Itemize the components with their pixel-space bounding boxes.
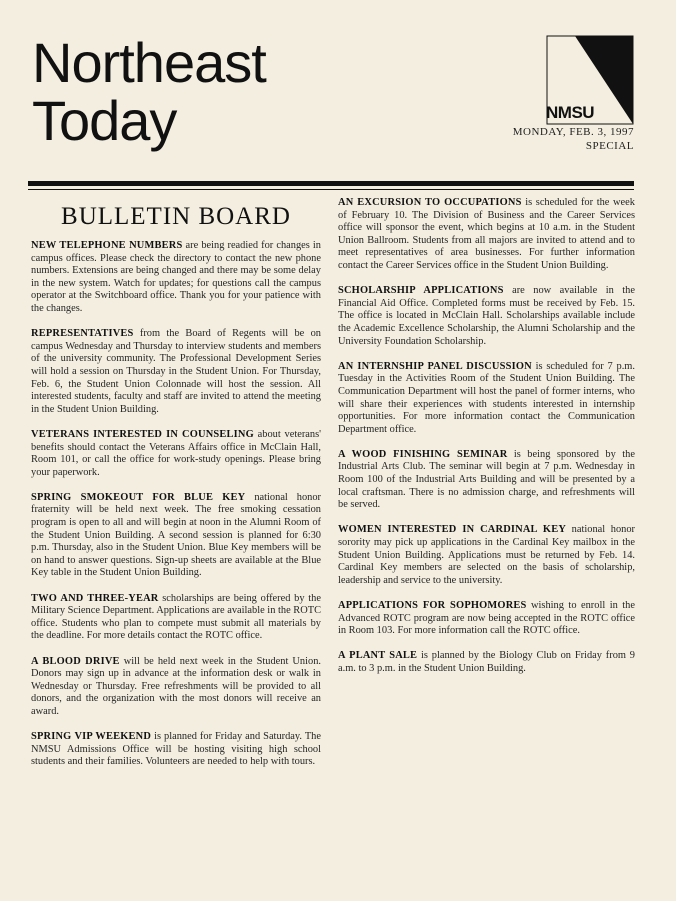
item-heading: WOMEN INTERESTED IN CARDINAL KEY: [338, 524, 567, 536]
item-body: will be held next week in the Student Union. Donors may sign up in advance at the information desk or walk in Wednesday or Thursday. Free refreshments will be provided to all donors, and the organization with the most donors will receive an award.: [31, 655, 321, 717]
masthead-title-line1: Northeast: [32, 31, 266, 94]
item-body: national honor fraternity will be held next week. The free smoking cessation program is open to all and will begin at noon in the Alumni Room of the Student Union Building. A second session is planned for 6:30 p.m. Thursday, also in the Student Union. Blue Key members will be on hand to answer questions. Sign-up sheets are available at the Blue Key table in the Student Union Building.: [31, 491, 321, 579]
bulletin-item: [338, 197, 635, 273]
bulletin-item: [338, 449, 635, 512]
bulletin-item: [338, 361, 635, 437]
item-heading: AN EXCURSION TO OCCUPATIONS: [338, 197, 522, 208]
bulletin-item: [338, 600, 635, 638]
issue-date: MONDAY, FEB. 3, 1997: [512, 126, 634, 138]
item-body: is planned by the Biology Club on Friday from 9 a.m. to 3 p.m. in the Student Union Building.: [338, 650, 635, 674]
dateline: [513, 125, 634, 153]
item-heading: SCHOLARSHIP APPLICATIONS: [338, 285, 504, 297]
bulletin-item: [31, 429, 321, 479]
bulletin-item: [338, 285, 635, 348]
masthead-title: [32, 31, 266, 152]
item-body: are being readied for changes in campus offices. Please check the directory to contact the new phone numbers. Extensions are being changed and there may be some delay in the new system. Watch for updates; for questions call the campus operator at the Switchboard office. Thank you for your patience with the changes.: [31, 240, 321, 314]
item-heading: A WOOD FINISHING SEMINAR: [338, 448, 508, 460]
item-heading: A PLANT SALE: [338, 650, 418, 662]
item-body: scholarships are being offered by the Military Science Department. Applications are available in the ROTC office. Students who plan to compete must submit all materials by the deadline. For more details contact the ROTC office.: [31, 592, 321, 642]
bulletin-board-heading: BULLETIN BOARD: [61, 203, 291, 230]
item-heading: REPRESENTATIVES: [31, 328, 134, 340]
item-heading: AN INTERNSHIP PANEL DISCUSSION: [338, 360, 532, 372]
bulletin-item: [31, 240, 321, 316]
item-body: is scheduled for the week of February 10. The Division of Business and the Career Services office will sponsor the event, which begins at 10 a.m. in the Student Union Ballroom. Students from all majors are invited to attend and to meet representatives of area businesses. For further information contact the Career Services office in the Student Union Building.: [338, 197, 635, 271]
item-heading: TWO AND THREE-YEAR: [31, 592, 159, 604]
masthead-rule-thick: [28, 181, 634, 186]
item-heading: SPRING VIP WEEKEND: [31, 731, 152, 743]
bulletin-item: [31, 731, 321, 769]
item-body: are now available in the Financial Aid Office. Completed forms must be received by Feb. 15. The office is located in McClain Hall. Scholarships available include the Academic Excellence Scholarship, the Alumni Scholarship and the University Foundation Scholarship.: [338, 285, 635, 347]
item-body: from the Board of Regents will be on campus Wednesday and Thursday to interview students and members of the university community. The Professional Development Series will hold a session on Thursday in the Student Union. For Thursday, Feb. 6, the Student Union Colonnade will host the session. All interested students, faculty and staff are invited to attend the meeting in the Student Union Building.: [31, 328, 321, 415]
left-column: [31, 240, 321, 782]
issue-edition: SPECIAL: [585, 140, 634, 152]
item-body: is scheduled for 7 p.m. Tuesday in the Activities Room of the Student Union Building. The Communication Department will host the panel of former interns, who will share their experiences with students interested in internship opportunities. For more information contact the Communication Department office.: [338, 360, 635, 435]
bulletin-item: [338, 524, 635, 587]
masthead-title-line2: Today: [32, 89, 177, 152]
item-body: is planned for Friday and Saturday. The NMSU Admissions Office will be hosting visiting high school students and their families. Volunteers are needed to help with tours.: [31, 731, 321, 768]
item-heading: VETERANS INTERESTED IN COUNSELING: [31, 428, 254, 440]
logo-wordmark: NMSU: [546, 103, 595, 122]
right-column: [338, 197, 635, 688]
item-heading: A BLOOD DRIVE: [31, 655, 120, 667]
bulletin-item: [31, 492, 321, 580]
bulletin-item: [338, 650, 635, 675]
item-heading: NEW TELEPHONE NUMBERS: [31, 240, 183, 251]
item-body: national honor sorority may pick up applications in the Cardinal Key mailbox in the Student Union Building. Applications must be returned by Feb. 14. Cardinal Key members are selected on the basis of scholarship, leadership and service to the university.: [338, 524, 635, 586]
bulletin-item: [31, 328, 321, 416]
item-body: about veterans' benefits should contact the Veterans Affairs office in McClain Hall, Room 101, or call the office for work-study openings. Please bring your paperwork.: [31, 428, 322, 478]
bulletin-item: [31, 656, 321, 719]
item-body: wishing to enroll in the Advanced ROTC program are now being accepted in the ROTC office in Room 103. For more information call the ROTC office.: [338, 600, 635, 637]
item-body: is being sponsored by the Industrial Arts Club. The seminar will begin at 7 p.m. Wednesday in Room 100 of the Industrial Arts Building and will be presented by a local craftsman. There is no admission charge, and refreshments will be served.: [338, 448, 635, 511]
item-heading: SPRING SMOKEOUT FOR BLUE KEY: [31, 491, 246, 503]
bulletin-item: [31, 593, 321, 643]
masthead-rule-thin: [28, 189, 634, 190]
item-heading: APPLICATIONS FOR SOPHOMORES: [338, 600, 527, 611]
